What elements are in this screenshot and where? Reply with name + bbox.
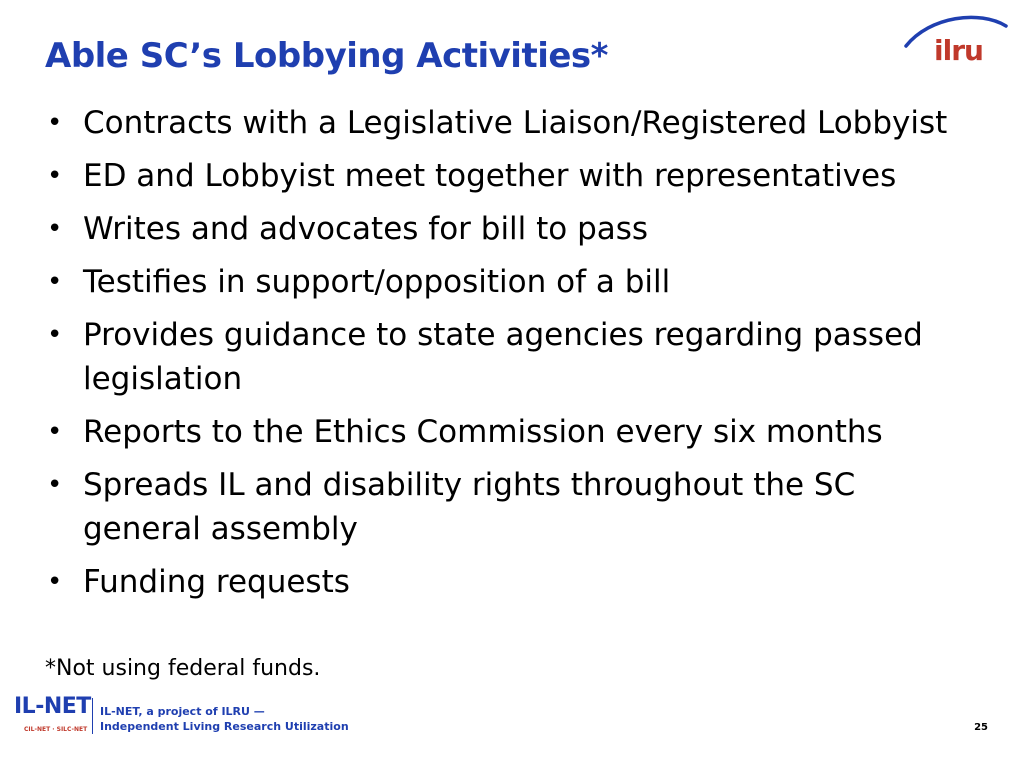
bullet-item <box>45 154 975 198</box>
ilru-logo <box>900 8 1010 68</box>
bullet-text: Provides guidance to state agencies regarding passed legislation <box>83 317 923 397</box>
bullet-dot-icon: • <box>47 470 63 500</box>
bullet-dot-icon: • <box>47 417 63 447</box>
bullet-item <box>45 560 975 604</box>
bullet-item <box>45 313 975 401</box>
bullet-text: Contracts with a Legislative Liaison/Registered Lobbyist <box>83 105 948 141</box>
footer-tagline-line1: IL-NET, a project of ILRU — <box>100 705 265 718</box>
bullet-dot-icon: • <box>47 161 63 191</box>
bullet-text: Spreads IL and disability rights throughout the SC general assembly <box>83 467 856 547</box>
bullet-item <box>45 260 975 304</box>
footer-tagline-line2: Independent Living Research Utilization <box>100 720 349 733</box>
bullet-dot-icon: • <box>47 267 63 297</box>
ilnet-logo-subtext: CIL-NET · SILC-NET <box>24 726 88 733</box>
bullet-item <box>45 101 975 145</box>
bullet-item <box>45 463 975 551</box>
ilru-logo-text: ilru <box>934 34 983 67</box>
slide-title: Able SC’s Lobbying Activities* <box>45 36 608 76</box>
page-number: 25 <box>974 722 988 733</box>
ilnet-logo <box>14 694 100 736</box>
bullet-dot-icon: • <box>47 567 63 597</box>
bullet-text: Writes and advocates for bill to pass <box>83 211 649 247</box>
bullet-text: Reports to the Ethics Commission every six months <box>83 414 883 450</box>
ilnet-logo-text: IL-NET <box>14 694 91 719</box>
bullet-text: Funding requests <box>83 564 350 600</box>
footnote: *Not using federal funds. <box>45 656 321 681</box>
bullet-text: Testifies in support/opposition of a bill <box>83 264 671 300</box>
bullet-dot-icon: • <box>47 214 63 244</box>
bullet-item <box>45 207 975 251</box>
bullet-text: ED and Lobbyist meet together with representatives <box>83 158 897 194</box>
footer-tagline <box>100 704 349 734</box>
footer-divider <box>92 698 93 734</box>
bullet-dot-icon: • <box>47 320 63 350</box>
bullet-dot-icon: • <box>47 108 63 138</box>
bullet-item <box>45 410 975 454</box>
bullet-list <box>45 101 975 613</box>
